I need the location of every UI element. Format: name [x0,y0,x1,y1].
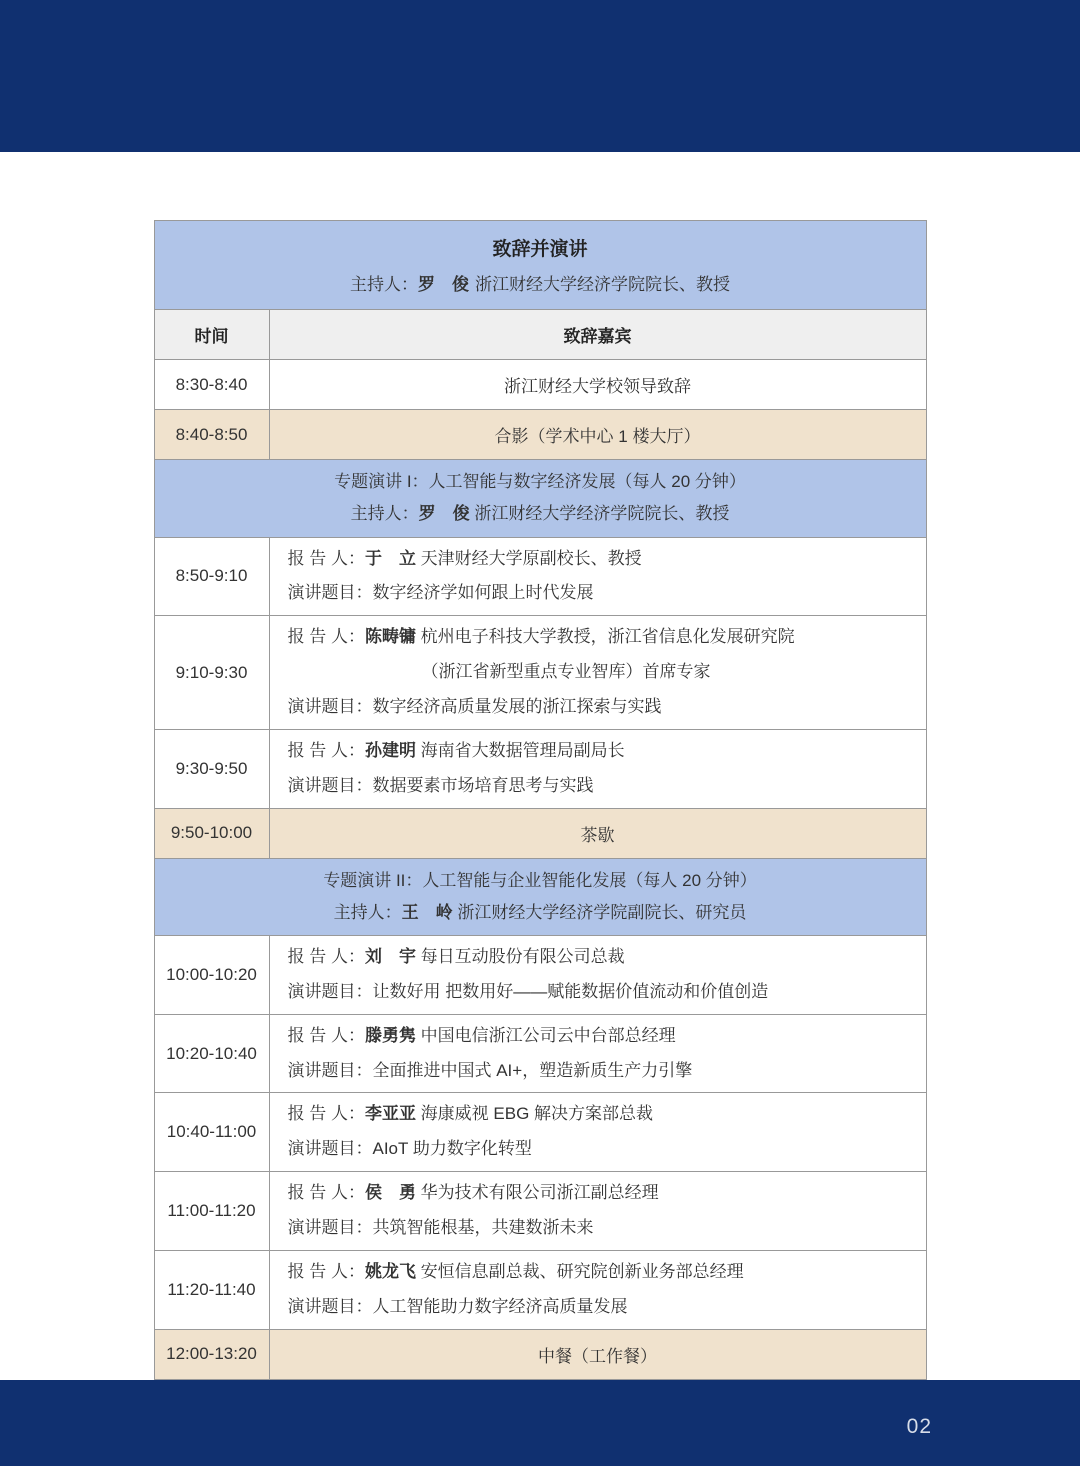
page-number: 02 [906,1414,932,1438]
speaker-name: 孙建明 [364,740,416,760]
table-row [154,537,926,616]
agenda-table [154,220,927,1380]
speaker-name: 滕勇隽 [364,1025,416,1045]
agenda-table-body [154,221,926,1380]
speaker-cell [269,1093,926,1172]
table-title-row [154,221,926,310]
speaker-cell [269,537,926,616]
time-cell: 10:00-10:20 [154,936,269,1015]
section-title: 专题演讲 I：人工智能与数字经济发展（每人 20 分钟） [334,472,746,491]
speaker-line: 报 告 人：滕勇隽 中国电信浙江公司云中台部总经理 [287,1025,676,1045]
section-host-line: 主持人：王 岭 浙江财经大学经济学院副院长、研究员 [333,902,747,922]
topic-line: 演讲题目：数据要素市场培育思考与实践 [287,775,594,795]
table-row [154,808,926,858]
event-cell: 中餐（工作餐） [269,1329,926,1379]
session-title: 致辞并演讲 [492,239,588,260]
column-header-row [154,310,926,360]
speaker-cell [269,729,926,808]
table-row [154,616,926,730]
time-cell: 11:20-11:40 [154,1250,269,1329]
section-header-cell [154,858,926,936]
topic-line: 演讲题目：共筑智能根基，共建数浙未来 [287,1218,594,1237]
time-cell: 8:50-9:10 [154,537,269,616]
speaker-line: 报 告 人：侯 勇 华为技术有限公司浙江副总经理 [287,1183,659,1203]
topic-line: 演讲题目：数字经济学如何跟上时代发展 [287,583,594,603]
time-cell: 10:40-11:00 [154,1093,269,1172]
speaker-name: 姚龙飞 [364,1261,416,1281]
table-row [154,1329,926,1379]
time-cell: 9:50-10:00 [154,808,269,858]
speaker-name: 李亚亚 [364,1104,416,1124]
time-cell: 9:10-9:30 [154,616,269,730]
section-host-line: 主持人：罗 俊 浙江财经大学经济学院院长、教授 [350,504,730,524]
host-line [165,270,916,295]
host-name: 罗 俊 [418,504,470,524]
table-row [154,729,926,808]
time-cell: 8:30-8:40 [154,360,269,410]
host-label: 主持人： [350,275,418,294]
bottom-banner [0,1380,1080,1466]
event-cell: 合影（学术中心 1 楼大厅） [269,410,926,460]
speaker-line: 报 告 人：姚龙飞 安恒信息副总裁、研究院创新业务部总经理 [287,1261,744,1281]
time-cell: 12:00-13:20 [154,1329,269,1379]
section-title: 专题演讲 II：人工智能与企业智能化发展（每人 20 分钟） [323,870,757,890]
column-header-guest: 致辞嘉宾 [269,310,926,360]
speaker-line: 报 告 人：于 立 天津财经大学原副校长、教授 [287,548,642,568]
session-title-cell [154,221,926,310]
speaker-desc-extra: （浙江省新型重点专业智库）首席专家 [421,662,711,682]
content-area [0,152,1080,1380]
topic-line: 演讲题目：人工智能助力数字经济高质量发展 [287,1296,628,1316]
top-banner [0,0,1080,152]
time-cell: 9:30-9:50 [154,729,269,808]
speaker-line: 报 告 人：刘 宇 每日互动股份有限公司总裁 [287,947,625,967]
speaker-name: 侯 勇 [364,1183,416,1203]
host-name: 王 岭 [401,902,453,922]
speaker-cell [269,616,926,730]
time-cell: 8:40-8:50 [154,410,269,460]
speaker-name: 陈畴镛 [364,627,416,647]
column-header-time: 时间 [154,310,269,360]
host-name: 罗 俊 [418,275,469,294]
topic-line: 演讲题目：全面推进中国式 AI+，塑造新质生产力引擎 [287,1060,693,1080]
speaker-cell [269,1250,926,1329]
speaker-cell [269,936,926,1015]
topic-line: 演讲题目：让数好用 把数用好——赋能数据价值流动和价值创造 [287,981,769,1001]
table-row [154,936,926,1015]
table-row [154,1172,926,1251]
speaker-cell [269,1014,926,1093]
speaker-name: 于 立 [364,548,416,568]
table-row [154,410,926,460]
time-cell: 10:20-10:40 [154,1014,269,1093]
speaker-cell [269,1172,926,1251]
table-row [154,1250,926,1329]
topic-line: 演讲题目：数字经济高质量发展的浙江探索与实践 [287,696,662,716]
speaker-line: 报 告 人：孙建明 海南省大数据管理局副局长 [287,740,625,760]
table-row [154,1093,926,1172]
table-row [154,1014,926,1093]
speaker-line: 报 告 人：李亚亚 海康威视 EBG 解决方案部总裁 [287,1104,654,1124]
topic-line: 演讲题目：AIoT 助力数字化转型 [287,1139,532,1159]
speaker-name: 刘 宇 [364,947,416,967]
time-cell: 11:00-11:20 [154,1172,269,1251]
speaker-line: 报 告 人：陈畴镛 杭州电子科技大学教授，浙江省信息化发展研究院 [287,627,795,647]
section-header-cell [154,460,926,538]
table-row [154,460,926,538]
host-desc: 浙江财经大学经济学院院长、教授 [475,275,730,294]
table-row [154,858,926,936]
event-cell: 浙江财经大学校领导致辞 [269,360,926,410]
event-cell: 茶歇 [269,808,926,858]
table-row [154,360,926,410]
